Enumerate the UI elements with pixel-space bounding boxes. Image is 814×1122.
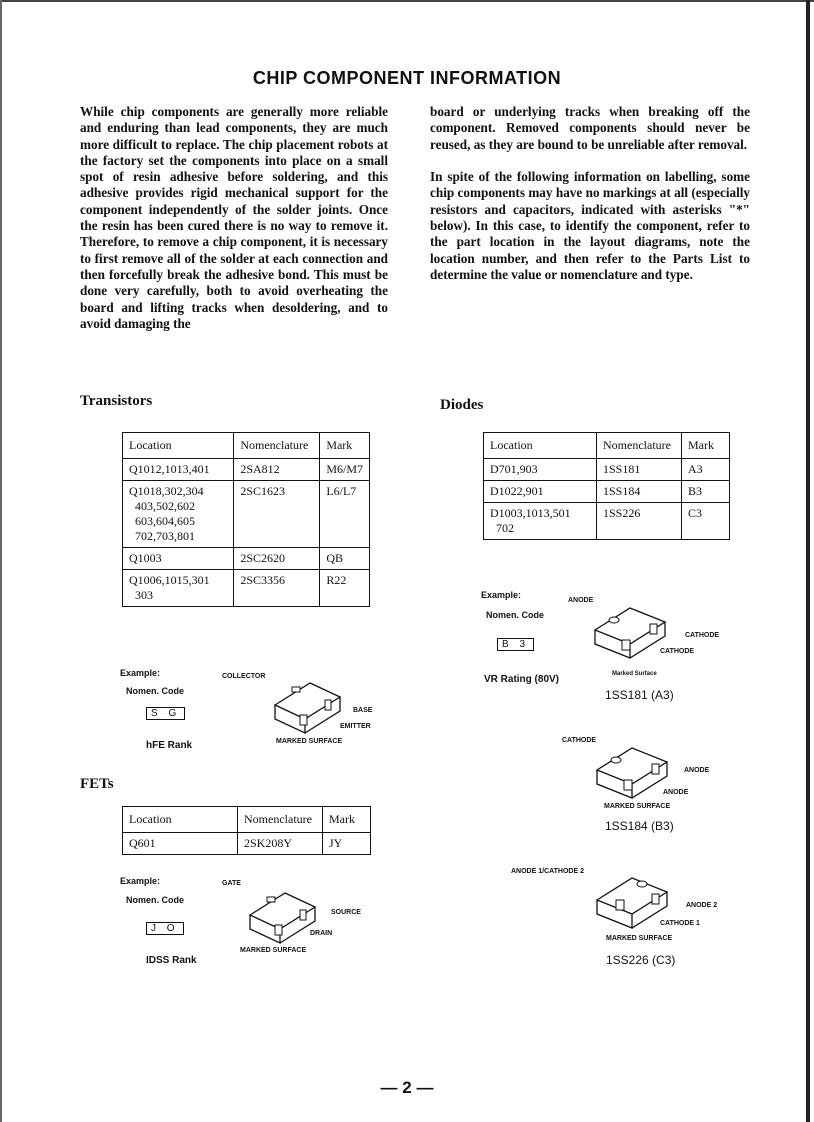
- header-nomenclature: Nomenclature: [238, 807, 323, 833]
- diodes-heading: Diodes: [440, 397, 484, 413]
- header-mark: Mark: [323, 807, 371, 833]
- mark-cell: R22: [320, 570, 370, 607]
- mark-cell: M6/M7: [320, 459, 370, 481]
- location-line: Q1003: [129, 551, 162, 565]
- pin-label-source: SOURCE: [331, 909, 361, 916]
- pin-label-emitter: EMITTER: [340, 723, 371, 730]
- marked-surface-label: MARKED SURFACE: [604, 803, 671, 810]
- nomenclature-cell: 2SC2620: [234, 548, 320, 570]
- left-column-text: [80, 104, 388, 348]
- location-cell: Q601: [123, 833, 238, 855]
- example-label: Example:: [120, 876, 161, 886]
- location-line: 403,502,602: [129, 499, 195, 513]
- table-header-row: [123, 433, 370, 459]
- location-line: 702,703,801: [129, 529, 195, 543]
- mark-cell: QB: [320, 548, 370, 570]
- pin-label: ANODE: [663, 789, 689, 796]
- header-nomenclature: Nomenclature: [597, 433, 682, 459]
- location-cell: [484, 481, 597, 503]
- nomen-code-label: Nomen. Code: [486, 610, 545, 620]
- pin-label: ANODE: [568, 597, 594, 604]
- rank-label: IDSS Rank: [146, 955, 197, 966]
- location-cell: [123, 548, 234, 570]
- location-line: D1003,1013,501: [490, 506, 571, 520]
- location-line: Q1012,1013,401: [129, 462, 210, 476]
- nomenclature-cell: 1SS184: [597, 481, 682, 503]
- location-line: Q1006,1015,301: [129, 573, 210, 587]
- table-row: [123, 833, 371, 855]
- fets-table: [122, 806, 371, 855]
- header-nomenclature: Nomenclature: [234, 433, 320, 459]
- nomenclature-cell: 1SS226: [597, 503, 682, 540]
- mark-cell: L6/L7: [320, 481, 370, 548]
- table-row: [484, 503, 730, 540]
- header-mark: Mark: [682, 433, 730, 459]
- page-title: CHIP COMPONENT INFORMATION: [252, 68, 562, 88]
- marking-code-box: S G: [146, 707, 185, 720]
- mark-cell: C3: [682, 503, 730, 540]
- location-cell: [484, 459, 597, 481]
- right-column-text: [430, 104, 750, 300]
- diode-package-1ss184: [592, 740, 672, 800]
- package-caption: 1SS226 (C3): [606, 953, 676, 967]
- pin-label: CATHODE: [562, 737, 597, 744]
- scan-edge-top: [0, 0, 814, 2]
- nomenclature-cell: 2SC3356: [234, 570, 320, 607]
- pin-label: ANODE 2: [686, 902, 718, 909]
- transistors-heading: Transistors: [80, 393, 153, 409]
- pin-label: CATHODE: [685, 632, 720, 639]
- table-row: [484, 459, 730, 481]
- package-caption: 1SS181 (A3): [605, 688, 674, 702]
- marked-surface-label: MARKED SURFACE: [240, 947, 307, 954]
- pin-label: ANODE 1/CATHODE 2: [511, 868, 584, 875]
- location-line: D1022,901: [490, 484, 544, 498]
- pin-label-drain: DRAIN: [310, 930, 333, 937]
- location-line: D701,903: [490, 462, 538, 476]
- header-location: Location: [123, 433, 234, 459]
- table-row: [123, 570, 370, 607]
- nomenclature-cell: 2SK208Y: [238, 833, 323, 855]
- diodes-table: [483, 432, 730, 540]
- nomen-code-label: Nomen. Code: [126, 895, 185, 905]
- diode-package-1ss181: [590, 600, 670, 660]
- paragraph: board or underlying tracks when breaking off the component. Removed components should never be reused, as they are bound to be unreliable after removal.: [430, 104, 750, 152]
- marked-surface-label: Marked Surface: [612, 671, 657, 677]
- page-number: — 2 —: [380, 1078, 434, 1097]
- location-cell: [123, 481, 234, 548]
- marking-code-box: J O: [146, 922, 184, 935]
- location-line: 303: [129, 588, 153, 602]
- table-header-row: [484, 433, 730, 459]
- pin-label-base: BASE: [353, 707, 373, 714]
- pin-label-gate: GATE: [222, 880, 241, 887]
- pin-label-collector: COLLECTOR: [222, 673, 266, 680]
- location-cell: [484, 503, 597, 540]
- vr-rating-label: VR Rating (80V): [484, 674, 560, 685]
- marking-code-box: B 3: [497, 638, 534, 651]
- location-line: 702: [490, 521, 514, 535]
- table-row: [123, 481, 370, 548]
- table-row: [484, 481, 730, 503]
- table-row: [123, 459, 370, 481]
- location-line: 603,604,605: [129, 514, 195, 528]
- pin-label: CATHODE: [660, 648, 695, 655]
- pin-label: CATHODE 1: [660, 920, 700, 927]
- rank-label: hFE Rank: [146, 740, 193, 751]
- paragraph: In spite of the following information on labelling, some chip components may have no markings at all (especially resistors and capacitors, indicated with asterisks "*" below). In this case, to identify the component, refer to the part location in the layout diagrams, note the location number, and then refer to the Parts List to determine the value or nomenclature and type.: [430, 169, 750, 282]
- marked-surface-label: MARKED SURFACE: [276, 738, 343, 745]
- header-location: Location: [484, 433, 597, 459]
- package-caption: 1SS184 (B3): [605, 819, 674, 833]
- mark-cell: JY: [323, 833, 371, 855]
- mark-cell: B3: [682, 481, 730, 503]
- header-mark: Mark: [320, 433, 370, 459]
- transistors-table: [122, 432, 370, 607]
- location-line: Q1018,302,304: [129, 484, 204, 498]
- table-header-row: [123, 807, 371, 833]
- marked-surface-label: MARKED SURFACE: [606, 935, 673, 942]
- scan-edge-right: [806, 0, 810, 1122]
- fets-heading: FETs: [80, 776, 114, 792]
- scan-edge-left: [0, 0, 2, 1122]
- example-label: Example:: [120, 668, 161, 678]
- location-cell: [123, 570, 234, 607]
- nomenclature-cell: 1SS181: [597, 459, 682, 481]
- mark-cell: A3: [682, 459, 730, 481]
- paragraph: While chip components are generally more reliable and enduring than lead components, they are much more difficult to replace. The chip placement robots at the factory set the components into place on a small spot of resin adhesive before soldering, and this adhesive provides rigid mechanical support for the component independently of the solder joints. Once the resin has been cured there is no way to remove it. Therefore, to remove a chip component, it is necessary to first remove all of the solder at each connection and then forcefully break the adhesive bond. This must be done very carefully, both to avoid overheating the board and lifting tracks when desoldering, and to avoid damaging the: [80, 104, 388, 331]
- pin-label: ANODE: [684, 767, 710, 774]
- table-row: [123, 548, 370, 570]
- nomen-code-label: Nomen. Code: [126, 686, 185, 696]
- nomenclature-cell: 2SA812: [234, 459, 320, 481]
- transistor-package-diagram: [270, 675, 350, 735]
- nomenclature-cell: 2SC1623: [234, 481, 320, 548]
- location-cell: [123, 459, 234, 481]
- example-label: Example:: [481, 590, 522, 600]
- header-location: Location: [123, 807, 238, 833]
